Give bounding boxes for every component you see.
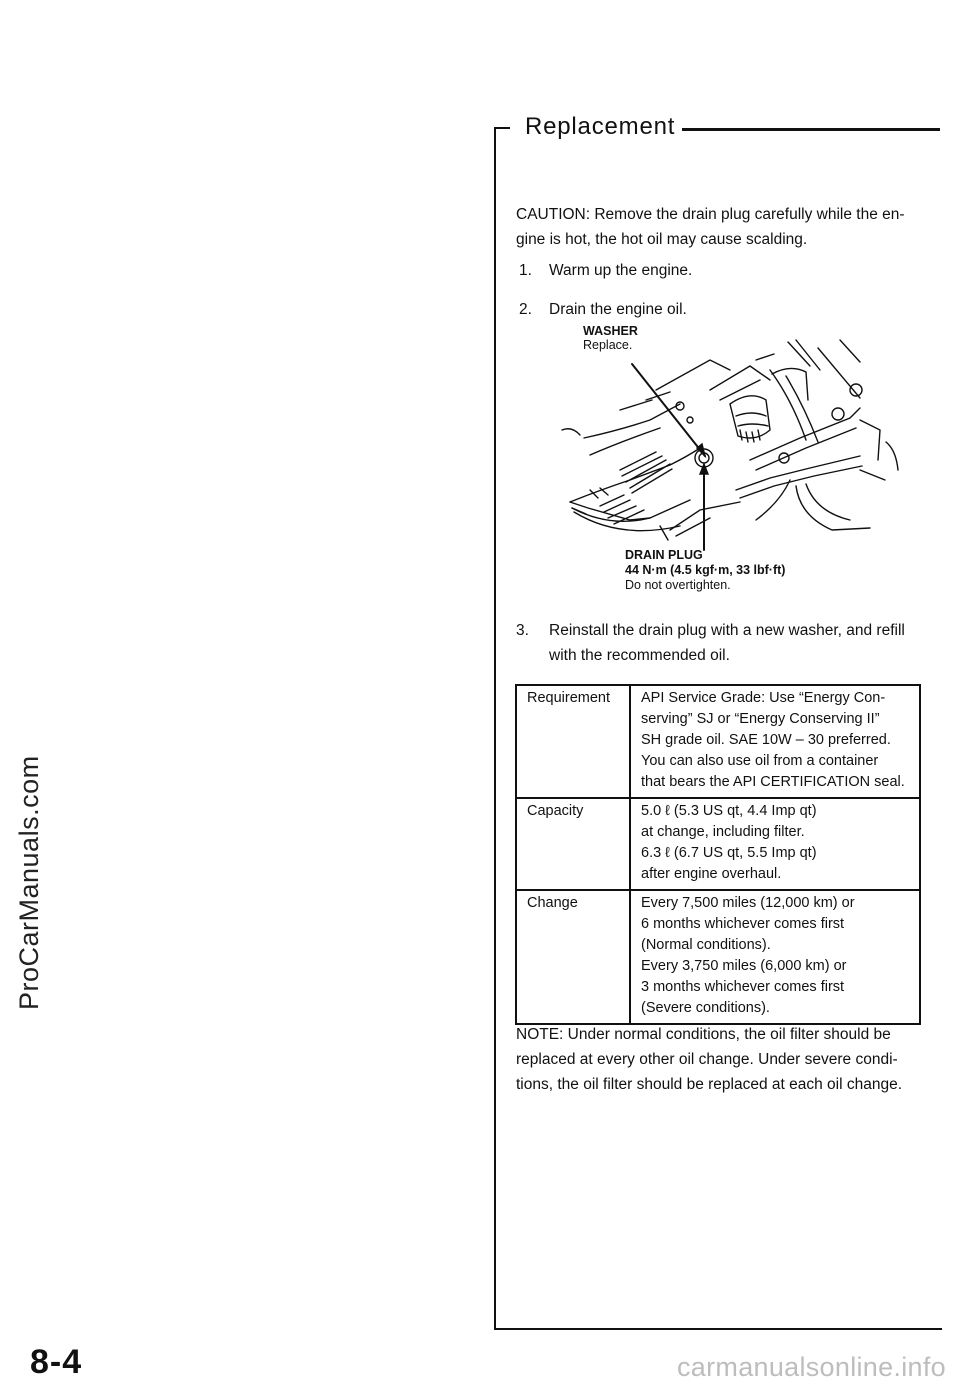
washer-title: WASHER (583, 324, 638, 338)
step-1 (519, 258, 692, 283)
change-line: 6 months whichever comes first (641, 916, 845, 932)
caution-line-2: gine is hot, the hot oil may cause scalding. (516, 231, 808, 248)
change-line: 3 months whichever comes first (641, 979, 845, 995)
note-line-3: tions, the oil filter should be replaced at each oil change. (516, 1076, 903, 1093)
change-label: Change (516, 890, 630, 1024)
requirement-line: API Service Grade: Use “Energy Con- (641, 690, 886, 706)
note-paragraph (516, 1022, 922, 1097)
table-row (516, 798, 920, 890)
requirement-line: You can also use oil from a container (641, 753, 879, 769)
change-line: (Normal conditions). (641, 937, 771, 953)
capacity-line: at change, including filter. (641, 824, 805, 840)
drain-plug-torque: 44 N·m (4.5 kgf·m, 33 lbf·ft) (625, 563, 786, 577)
step-3 (516, 618, 922, 668)
capacity-line: 5.0 ℓ (5.3 US qt, 4.4 Imp qt) (641, 803, 817, 819)
drain-plug-label (625, 548, 785, 593)
change-value (630, 890, 920, 1024)
change-line: Every 7,500 miles (12,000 km) or (641, 895, 855, 911)
note-line-1: NOTE: Under normal conditions, the oil filter should be (516, 1026, 891, 1043)
washer-label (583, 324, 638, 352)
change-line: (Severe conditions). (641, 1000, 770, 1016)
capacity-line: after engine overhaul. (641, 866, 782, 882)
change-line: Every 3,750 miles (6,000 km) or (641, 958, 847, 974)
section-title: Replacement (525, 113, 676, 140)
caution-paragraph (516, 202, 922, 252)
step-3-number: 3. (516, 622, 529, 639)
oil-spec-table (515, 684, 921, 1025)
requirement-line: serving” SJ or “Energy Conserving II” (641, 711, 880, 727)
frame-top-rule (682, 128, 940, 131)
drain-plug-note: Do not overtighten. (625, 578, 731, 592)
footer-site-watermark: carmanualsonline.info (677, 1352, 946, 1382)
step-3-line-2: with the recommended oil. (549, 647, 730, 664)
requirement-line: that bears the API CERTIFICATION seal. (641, 774, 905, 790)
caution-line-1: CAUTION: Remove the drain plug carefully while the en- (516, 206, 905, 223)
requirement-line: SH grade oil. SAE 10W – 30 preferred. (641, 732, 891, 748)
drain-plug-diagram (560, 324, 900, 605)
washer-note: Replace. (583, 338, 633, 352)
frame-left-rule (494, 127, 496, 1330)
step-2-text: Drain the engine oil. (549, 301, 687, 318)
step-2-number: 2. (519, 301, 532, 318)
capacity-value (630, 798, 920, 890)
requirement-label: Requirement (516, 685, 630, 798)
note-line-2: replaced at every other oil change. Under severe condi- (516, 1051, 898, 1068)
requirement-value (630, 685, 920, 798)
capacity-label: Capacity (516, 798, 630, 890)
step-3-line-1: Reinstall the drain plug with a new washer, and refill (549, 622, 905, 639)
frame-top-tick (494, 127, 510, 129)
capacity-line: 6.3 ℓ (6.7 US qt, 5.5 Imp qt) (641, 845, 817, 861)
step-1-text: Warm up the engine. (549, 262, 693, 279)
side-watermark: ProCarManuals.com (14, 755, 44, 1010)
drain-plug-title: DRAIN PLUG (625, 548, 703, 562)
step-2 (519, 297, 687, 322)
frame-bottom-rule (494, 1328, 942, 1330)
table-row (516, 890, 920, 1024)
table-row (516, 685, 920, 798)
page-number: 8-4 (30, 1343, 83, 1381)
step-1-number: 1. (519, 262, 532, 279)
